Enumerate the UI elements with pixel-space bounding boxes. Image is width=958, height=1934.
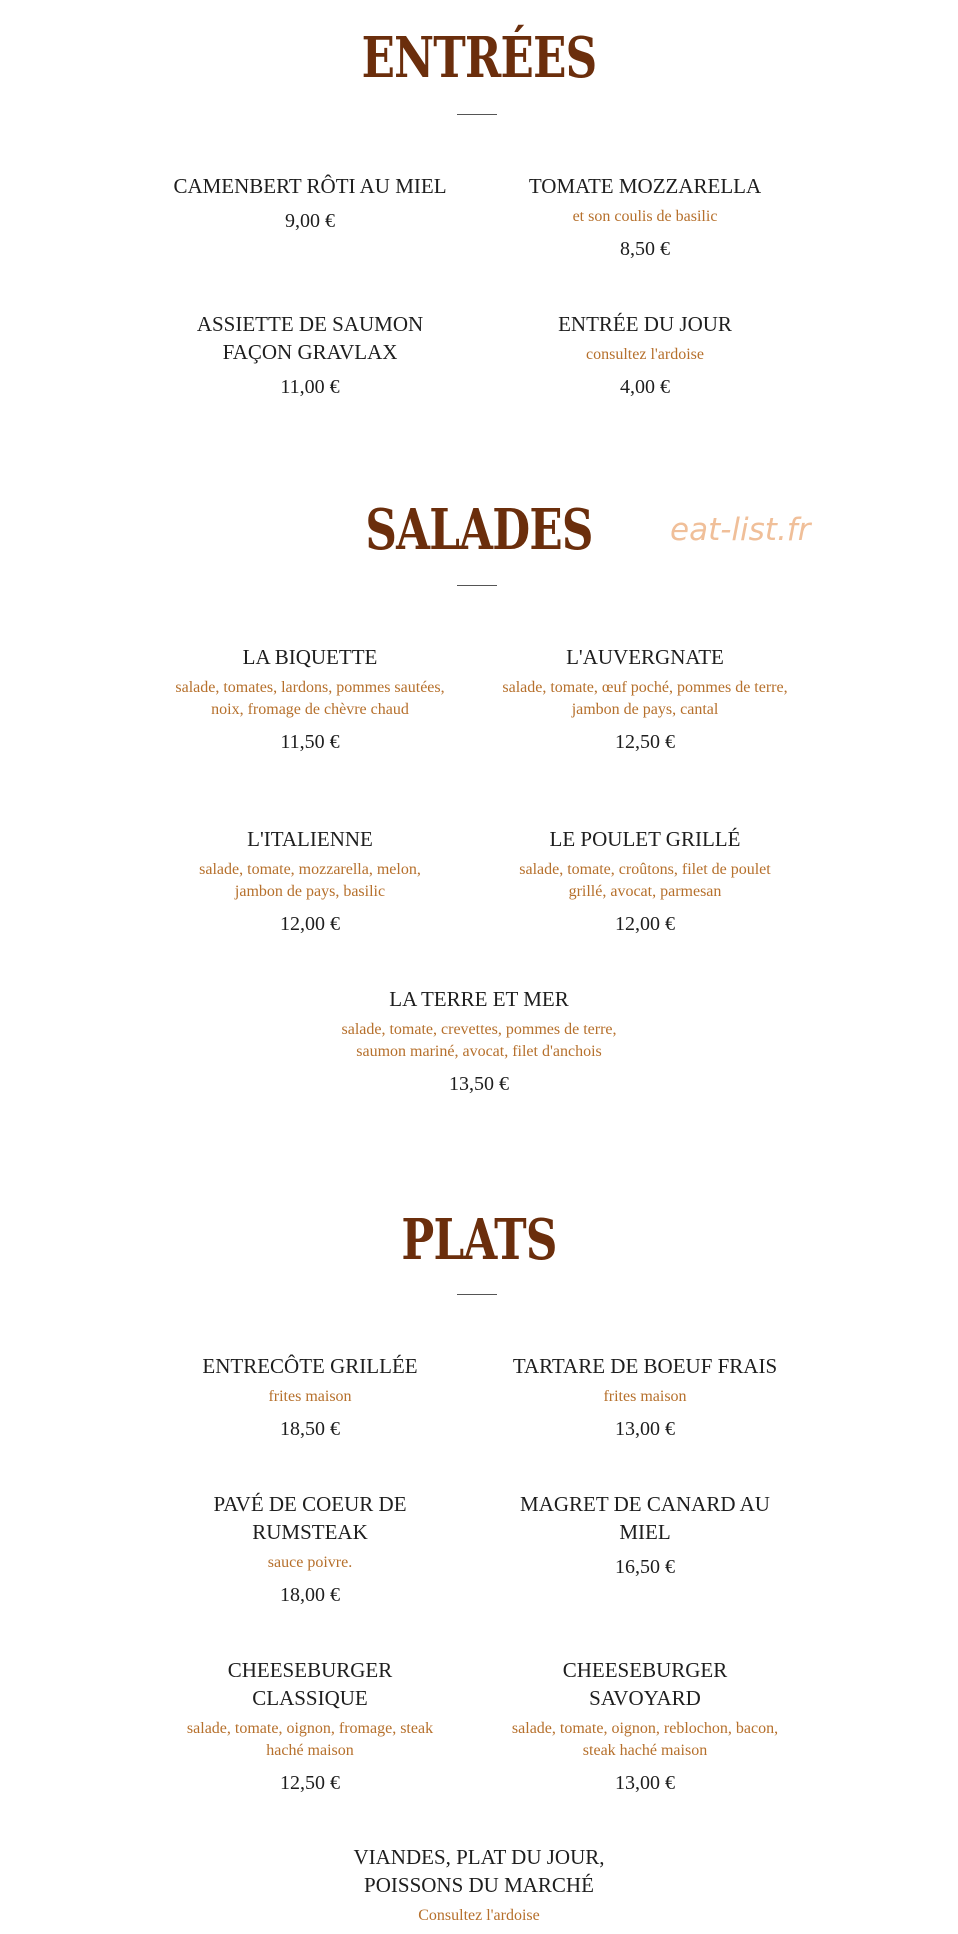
- item-price: 8,50 €: [620, 238, 670, 260]
- item-price: 11,50 €: [280, 731, 340, 753]
- item-price: 12,50 €: [615, 731, 675, 753]
- item-price: 16,50 €: [615, 1556, 675, 1578]
- section-divider: [457, 585, 497, 586]
- menu-item: [515, 1490, 775, 1580]
- item-name: CHEESEBURGER SAVOYARD: [562, 1658, 728, 1710]
- item-price: 9,00 €: [285, 210, 335, 232]
- item-price: 4,00 €: [620, 376, 670, 398]
- menu-item: [505, 172, 785, 262]
- item-name: MAGRET DE CANARD AU MIEL: [520, 1492, 770, 1544]
- item-price: 18,50 €: [280, 1418, 340, 1440]
- section-title-plats: PLATS: [401, 1207, 557, 1273]
- item-description: consultez l'ardoise: [586, 346, 704, 363]
- item-price: 11,00 €: [280, 376, 340, 398]
- item-price: 12,50 €: [280, 1772, 340, 1794]
- menu-item: [500, 643, 790, 755]
- section-divider: [457, 1294, 497, 1295]
- menu-item: [170, 310, 450, 400]
- item-name: LE POULET GRILLÉ: [549, 827, 741, 851]
- section-title-entrees: ENTRÉES: [361, 25, 597, 91]
- item-description: sauce poivre.: [267, 1554, 353, 1571]
- menu-item: [170, 172, 450, 234]
- item-name: PAVÉ DE COEUR DE RUMSTEAK: [213, 1492, 407, 1544]
- item-description: Consultez l'ardoise: [418, 1907, 540, 1924]
- menu-item: [505, 310, 785, 400]
- section-title-salades: SALADES: [365, 497, 593, 563]
- menu-item: [165, 1352, 455, 1442]
- item-price: 13,00 €: [615, 1418, 675, 1440]
- item-name: TARTARE DE BOEUF FRAIS: [512, 1354, 778, 1378]
- item-description: salade, tomate, mozzarella, melon, jambon de pays, basilic: [199, 861, 421, 900]
- menu-item: [510, 1656, 780, 1796]
- item-description: salade, tomate, oignon, fromage, steak haché maison: [186, 1720, 434, 1759]
- item-price: 13,00 €: [615, 1772, 675, 1794]
- item-description: frites maison: [603, 1388, 687, 1405]
- item-price: 12,00 €: [280, 913, 340, 935]
- item-description: salade, tomate, croûtons, filet de poulet grillé, avocat, parmesan: [519, 861, 771, 900]
- item-name: L'ITALIENNE: [247, 827, 373, 851]
- menu-item: [175, 825, 445, 937]
- item-name: LA BIQUETTE: [242, 645, 378, 669]
- section-divider: [457, 114, 497, 115]
- item-name: ASSIETTE DE SAUMON FAÇON GRAVLAX: [196, 312, 424, 364]
- item-name: VIANDES, PLAT DU JOUR, POISSONS DU MARCHÉ: [353, 1845, 605, 1897]
- menu-item: [510, 825, 780, 937]
- item-description: frites maison: [268, 1388, 352, 1405]
- item-name: L'AUVERGNATE: [566, 645, 724, 669]
- item-description: salade, tomate, crevettes, pommes de terre, saumon mariné, avocat, filet d'anchois: [341, 1021, 617, 1060]
- item-description: salade, tomates, lardons, pommes sautées, noix, fromage de chèvre chaud: [175, 679, 445, 718]
- item-name: LA TERRE ET MER: [389, 987, 569, 1011]
- item-name: CHEESEBURGER CLASSIQUE: [227, 1658, 393, 1710]
- menu-item: [339, 1843, 619, 1927]
- menu-item: [500, 1352, 790, 1442]
- watermark: eat-list.fr: [670, 512, 811, 548]
- item-name: ENTRECÔTE GRILLÉE: [202, 1354, 418, 1378]
- item-description: et son coulis de basilic: [572, 208, 718, 225]
- item-price: 18,00 €: [280, 1584, 340, 1606]
- item-name: TOMATE MOZZARELLA: [528, 174, 762, 198]
- menu-item: [170, 1656, 450, 1796]
- item-name: CAMENBERT RÔTI AU MIEL: [173, 174, 447, 198]
- menu-item: [338, 985, 620, 1097]
- item-price: 13,50 €: [449, 1073, 509, 1095]
- menu-item: [185, 1490, 435, 1608]
- item-description: salade, tomate, oignon, reblochon, bacon, steak haché maison: [511, 1720, 779, 1759]
- item-description: salade, tomate, œuf poché, pommes de terre, jambon de pays, cantal: [502, 679, 788, 718]
- item-price: 12,00 €: [615, 913, 675, 935]
- item-name: ENTRÉE DU JOUR: [558, 312, 732, 336]
- menu-item: [175, 643, 445, 755]
